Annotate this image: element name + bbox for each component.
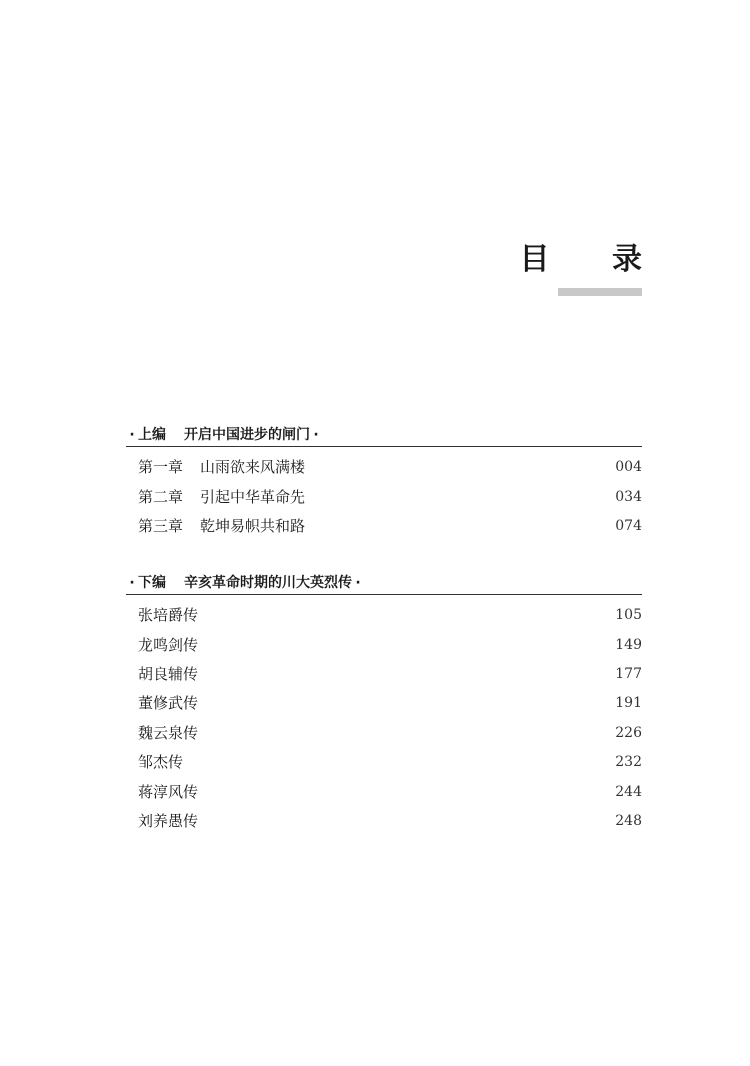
toc-entry[interactable] xyxy=(138,777,642,806)
toc-entry[interactable] xyxy=(138,807,642,836)
part-title: 开启中国进步的闸门 xyxy=(184,427,310,443)
entry-title: 刘养愚传 xyxy=(138,811,199,830)
page-number: 191 xyxy=(615,695,642,712)
entry-title: 蒋淳风传 xyxy=(138,782,199,801)
toc-entry[interactable] xyxy=(138,630,642,659)
page-number: 034 xyxy=(615,488,642,505)
page-number: 248 xyxy=(615,812,642,829)
entry-title: 山雨欲来风满楼 xyxy=(200,458,306,477)
toc-entry[interactable] xyxy=(138,601,642,630)
bullet-dot: · xyxy=(129,575,135,591)
part-label: 上编 xyxy=(138,427,166,443)
entry-title: 邹杰传 xyxy=(138,753,184,772)
entry-title: 引起中华革命先 xyxy=(200,487,306,506)
page-number: 177 xyxy=(615,665,642,682)
entry-title: 魏云泉传 xyxy=(138,723,199,742)
toc-entry[interactable] xyxy=(138,748,642,777)
part-header xyxy=(126,426,642,447)
entry-title: 胡良辅传 xyxy=(138,664,199,683)
toc-entry[interactable] xyxy=(138,660,642,689)
entry-list xyxy=(126,447,642,541)
part-1 xyxy=(126,426,642,541)
part-header xyxy=(126,574,642,595)
bullet-dot: · xyxy=(313,427,319,443)
toc-entry[interactable] xyxy=(138,453,642,482)
bullet-dot: · xyxy=(129,427,135,443)
part-label: 下编 xyxy=(138,575,166,591)
entry-title: 董修武传 xyxy=(138,694,199,713)
title-underline-bar xyxy=(558,288,642,296)
page-number: 244 xyxy=(615,783,642,800)
page-number: 232 xyxy=(615,754,642,771)
page-number: 074 xyxy=(615,517,642,534)
toc-heading xyxy=(519,238,668,298)
entry-title: 张培爵传 xyxy=(138,606,199,625)
part-2 xyxy=(126,574,642,836)
toc-entry[interactable] xyxy=(138,719,642,748)
page-number: 226 xyxy=(615,724,642,741)
toc-entry[interactable] xyxy=(138,689,642,718)
page-number: 004 xyxy=(615,459,642,476)
toc-entry[interactable] xyxy=(138,512,642,541)
page-number: 149 xyxy=(615,636,642,653)
entry-list xyxy=(126,595,642,836)
chapter-label: 第一章 xyxy=(138,458,184,477)
entry-title: 龙鸣剑传 xyxy=(138,635,199,654)
toc-entry[interactable] xyxy=(138,482,642,511)
entry-title: 乾坤易帜共和路 xyxy=(200,516,306,535)
page-number: 105 xyxy=(615,607,642,624)
part-title: 辛亥革命时期的川大英烈传 xyxy=(184,575,352,591)
bullet-dot: · xyxy=(355,575,361,591)
page-title: 目 录 xyxy=(519,242,668,277)
chapter-label: 第三章 xyxy=(138,516,184,535)
chapter-label: 第二章 xyxy=(138,487,184,506)
